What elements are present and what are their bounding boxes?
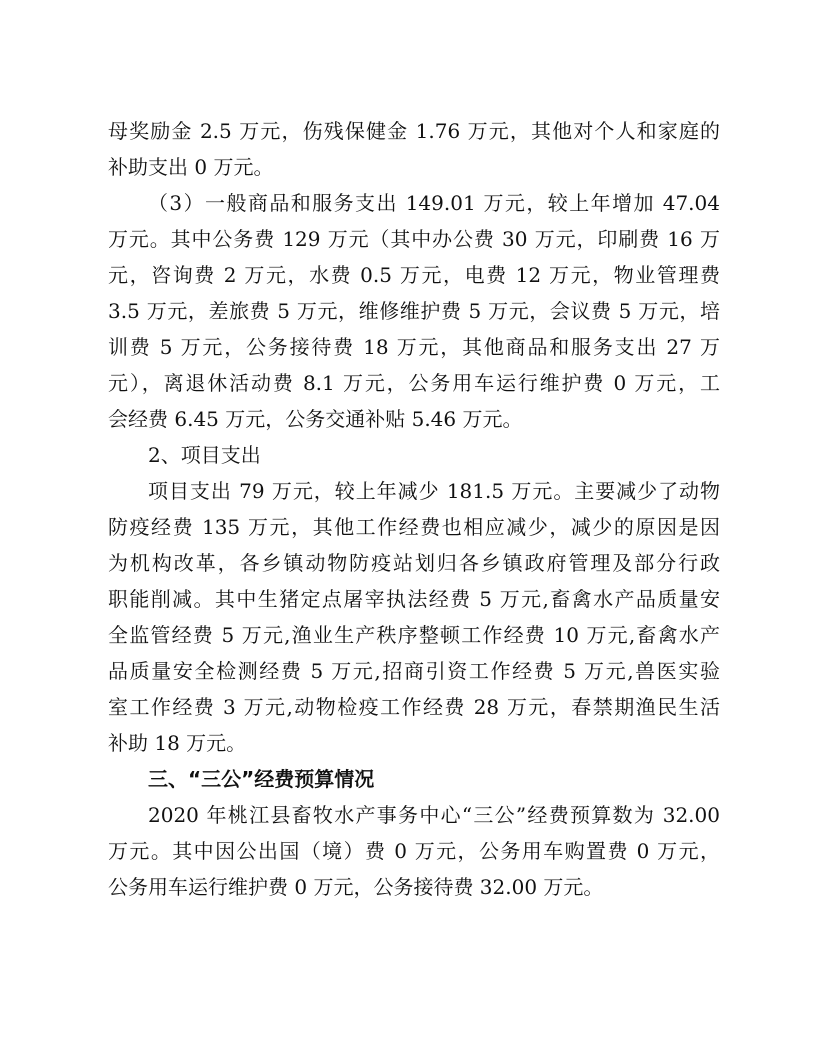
text-line: 室工作经费 3 万元,动物检疫工作经费 28 万元，春禁期渔民生活 <box>108 695 720 719</box>
paragraph-three-public-budget <box>108 797 720 905</box>
text-line: 母奖励金 2.5 万元，伤残保健金 1.76 万元，其他对个人和家庭的 <box>108 119 720 143</box>
text-line: （3）一般商品和服务支出 149.01 万元，较上年增加 47.04 <box>148 191 720 215</box>
text-line: 补助支出 0 万元。 <box>108 155 274 179</box>
text-line: 元，咨询费 2 万元，水费 0.5 万元，电费 12 万元，物业管理费 <box>108 263 720 287</box>
text-line: 会经费 6.45 万元，公务交通补贴 5.46 万元。 <box>108 407 523 431</box>
section-heading-three-public <box>108 761 720 797</box>
text-line: 万元。其中公务费 129 万元（其中办公费 30 万元，印刷费 16 万 <box>108 227 720 251</box>
text-line: 补助 18 万元。 <box>108 731 247 755</box>
text-line: 训费 5 万元，公务接待费 18 万元，其他商品和服务支出 27 万 <box>108 335 720 359</box>
text-line: 全监管经费 5 万元,渔业生产秩序整顿工作经费 10 万元,畜禽水产 <box>108 623 720 647</box>
paragraph-project-expenditure <box>108 473 720 761</box>
text-line: 万元。其中因公出国（境）费 0 万元，公务用车购置费 0 万元， <box>108 839 720 863</box>
paragraph-goods-services <box>108 185 720 437</box>
text-line: 3.5 万元，差旅费 5 万元，维修维护费 5 万元，会议费 5 万元，培 <box>108 299 720 323</box>
text-line: 品质量安全检测经费 5 万元,招商引资工作经费 5 万元,兽医实验 <box>108 659 720 683</box>
text-line: 职能削减。其中生猪定点屠宰执法经费 5 万元,畜禽水产品质量安 <box>108 587 720 611</box>
text-line: 项目支出 79 万元，较上年减少 181.5 万元。主要减少了动物 <box>148 479 720 503</box>
text-line: 防疫经费 135 万元，其他工作经费也相应减少，减少的原因是因 <box>108 515 720 539</box>
text-line: 三、“三公”经费预算情况 <box>148 767 375 791</box>
text-line: 2020 年桃江县畜牧水产事务中心“三公”经费预算数为 32.00 <box>148 803 720 827</box>
text-line: 2、项目支出 <box>148 443 261 467</box>
document-body <box>108 113 720 905</box>
subheading-project-expenditure <box>108 437 720 473</box>
paragraph-family-subsidy <box>108 113 720 185</box>
text-line: 元），离退休活动费 8.1 万元，公务用车运行维护费 0 万元，工 <box>108 371 720 395</box>
text-line: 为机构改革，各乡镇动物防疫站划归各乡镇政府管理及部分行政 <box>108 551 720 575</box>
text-line: 公务用车运行维护费 0 万元，公务接待费 32.00 万元。 <box>108 875 604 899</box>
